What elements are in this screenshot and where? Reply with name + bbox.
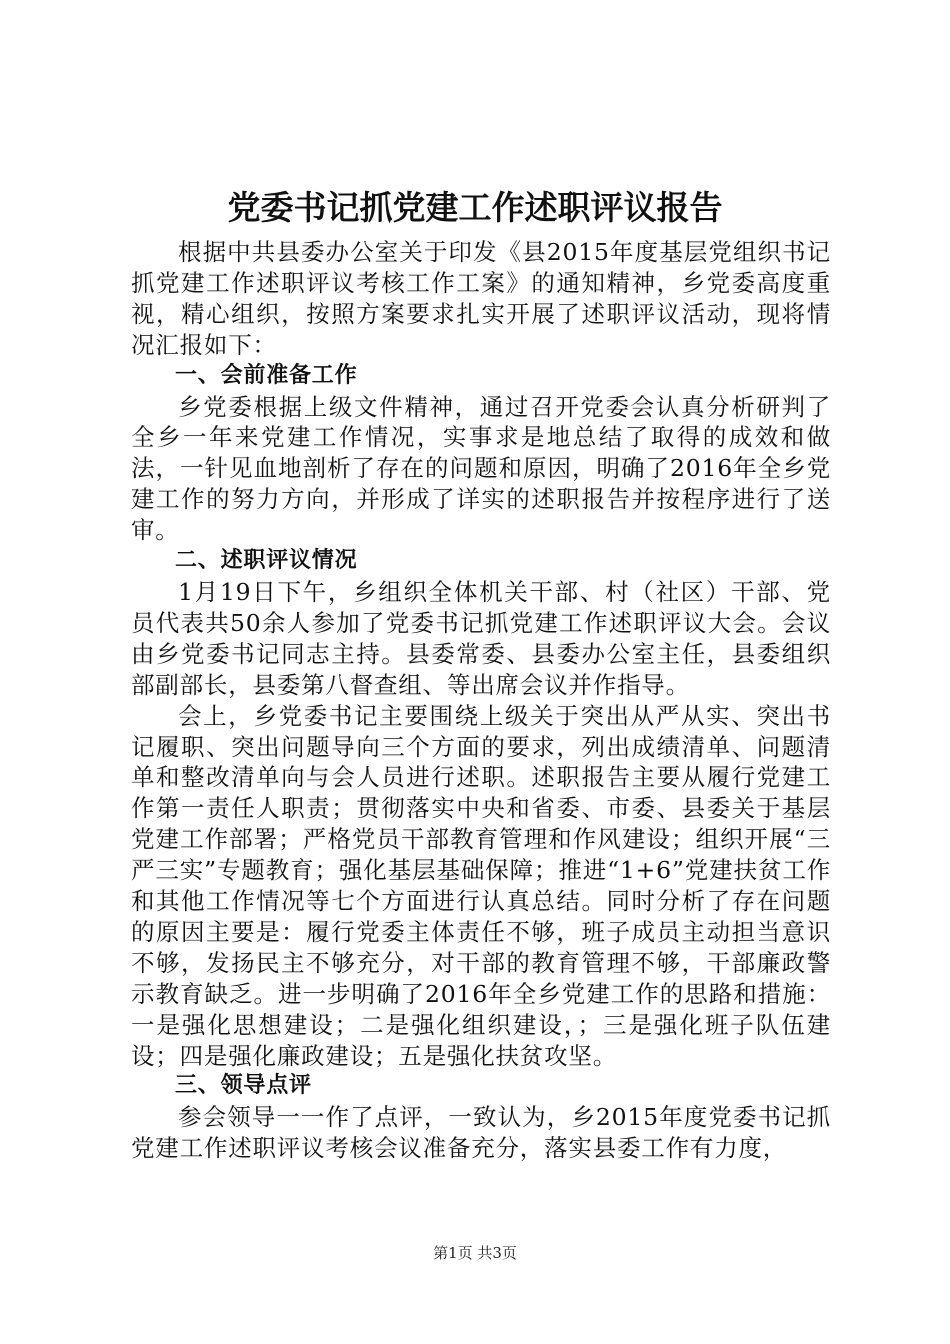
section1-paragraph: 乡党委根据上级文件精神，通过召开党委会认真分析研判了全乡一年来党建工作情况，实事求是地总结了取得的成效和做法，一针见血地剖析了存在的问题和原因，明确了2016年全乡党建工作的努力方向，并形成了详实的述职报告并按程序进行了送审。	[131, 392, 831, 545]
page-number-footer: 第1页 共3页	[433, 1244, 517, 1262]
section2-paragraph-2: 会上，乡党委书记主要围绕上级关于突出从严从实、突出书记履职、突出问题导向三个方面的要求，列出成绩清单、问题清单和整改清单向与会人员进行述职。述职报告主要从履行党建工作第一责任人职责；贯彻落实中央和省委、市委、县委关于基层党建工作部署；严格党员干部教育管理和作风建设；组织开展“三严三实”专题教育；强化基层基础保障；推进“1+6”党建扶贫工作和其他工作情况等七个方面进行认真总结。同时分析了存在问题的原因主要是：履行党委主体责任不够，班子成员主动担当意识不够，发扬民主不够充分，对干部的教育管理不够，干部廉政警示教育缺乏。进一步明确了2016年全乡党建工作的思路和措施：一是强化思想建设；二是强化组织建设，；三是强化班子队伍建设；四是强化廉政建设；五是强化扶贫攻坚。	[131, 701, 831, 1070]
document-body	[131, 237, 831, 1164]
section-heading-1: 一、会前准备工作	[175, 362, 358, 388]
intro-paragraph: 根据中共县委办公室关于印发《县2015年度基层党组织书记抓党建工作述职评议考核工作工案》的通知精神，乡党委高度重视，精心组织，按照方案要求扎实开展了述职评议活动，现将情况汇报如下：	[131, 238, 831, 359]
section-heading-2: 二、述职评议情况	[175, 548, 358, 574]
document-title: 党委书记抓党建工作述职评议报告	[227, 188, 723, 227]
section3-paragraph: 参会领导一一作了点评，一致认为，乡2015年度党委书记抓党建工作述职评议考核会议准备充分，落实县委工作有力度，	[131, 1103, 831, 1163]
section-heading-3: 三、领导点评	[175, 1073, 312, 1099]
section2-paragraph-1: 1月19日下午，乡组织全体机关干部、村（社区）干部、党员代表共50余人参加了党委书记抓党建工作述职评议大会。会议由乡党委书记同志主持。县委常委、县委办公室主任，县委组织部副部长，县委第八督查组、等出席会议并作指导。	[131, 577, 831, 699]
